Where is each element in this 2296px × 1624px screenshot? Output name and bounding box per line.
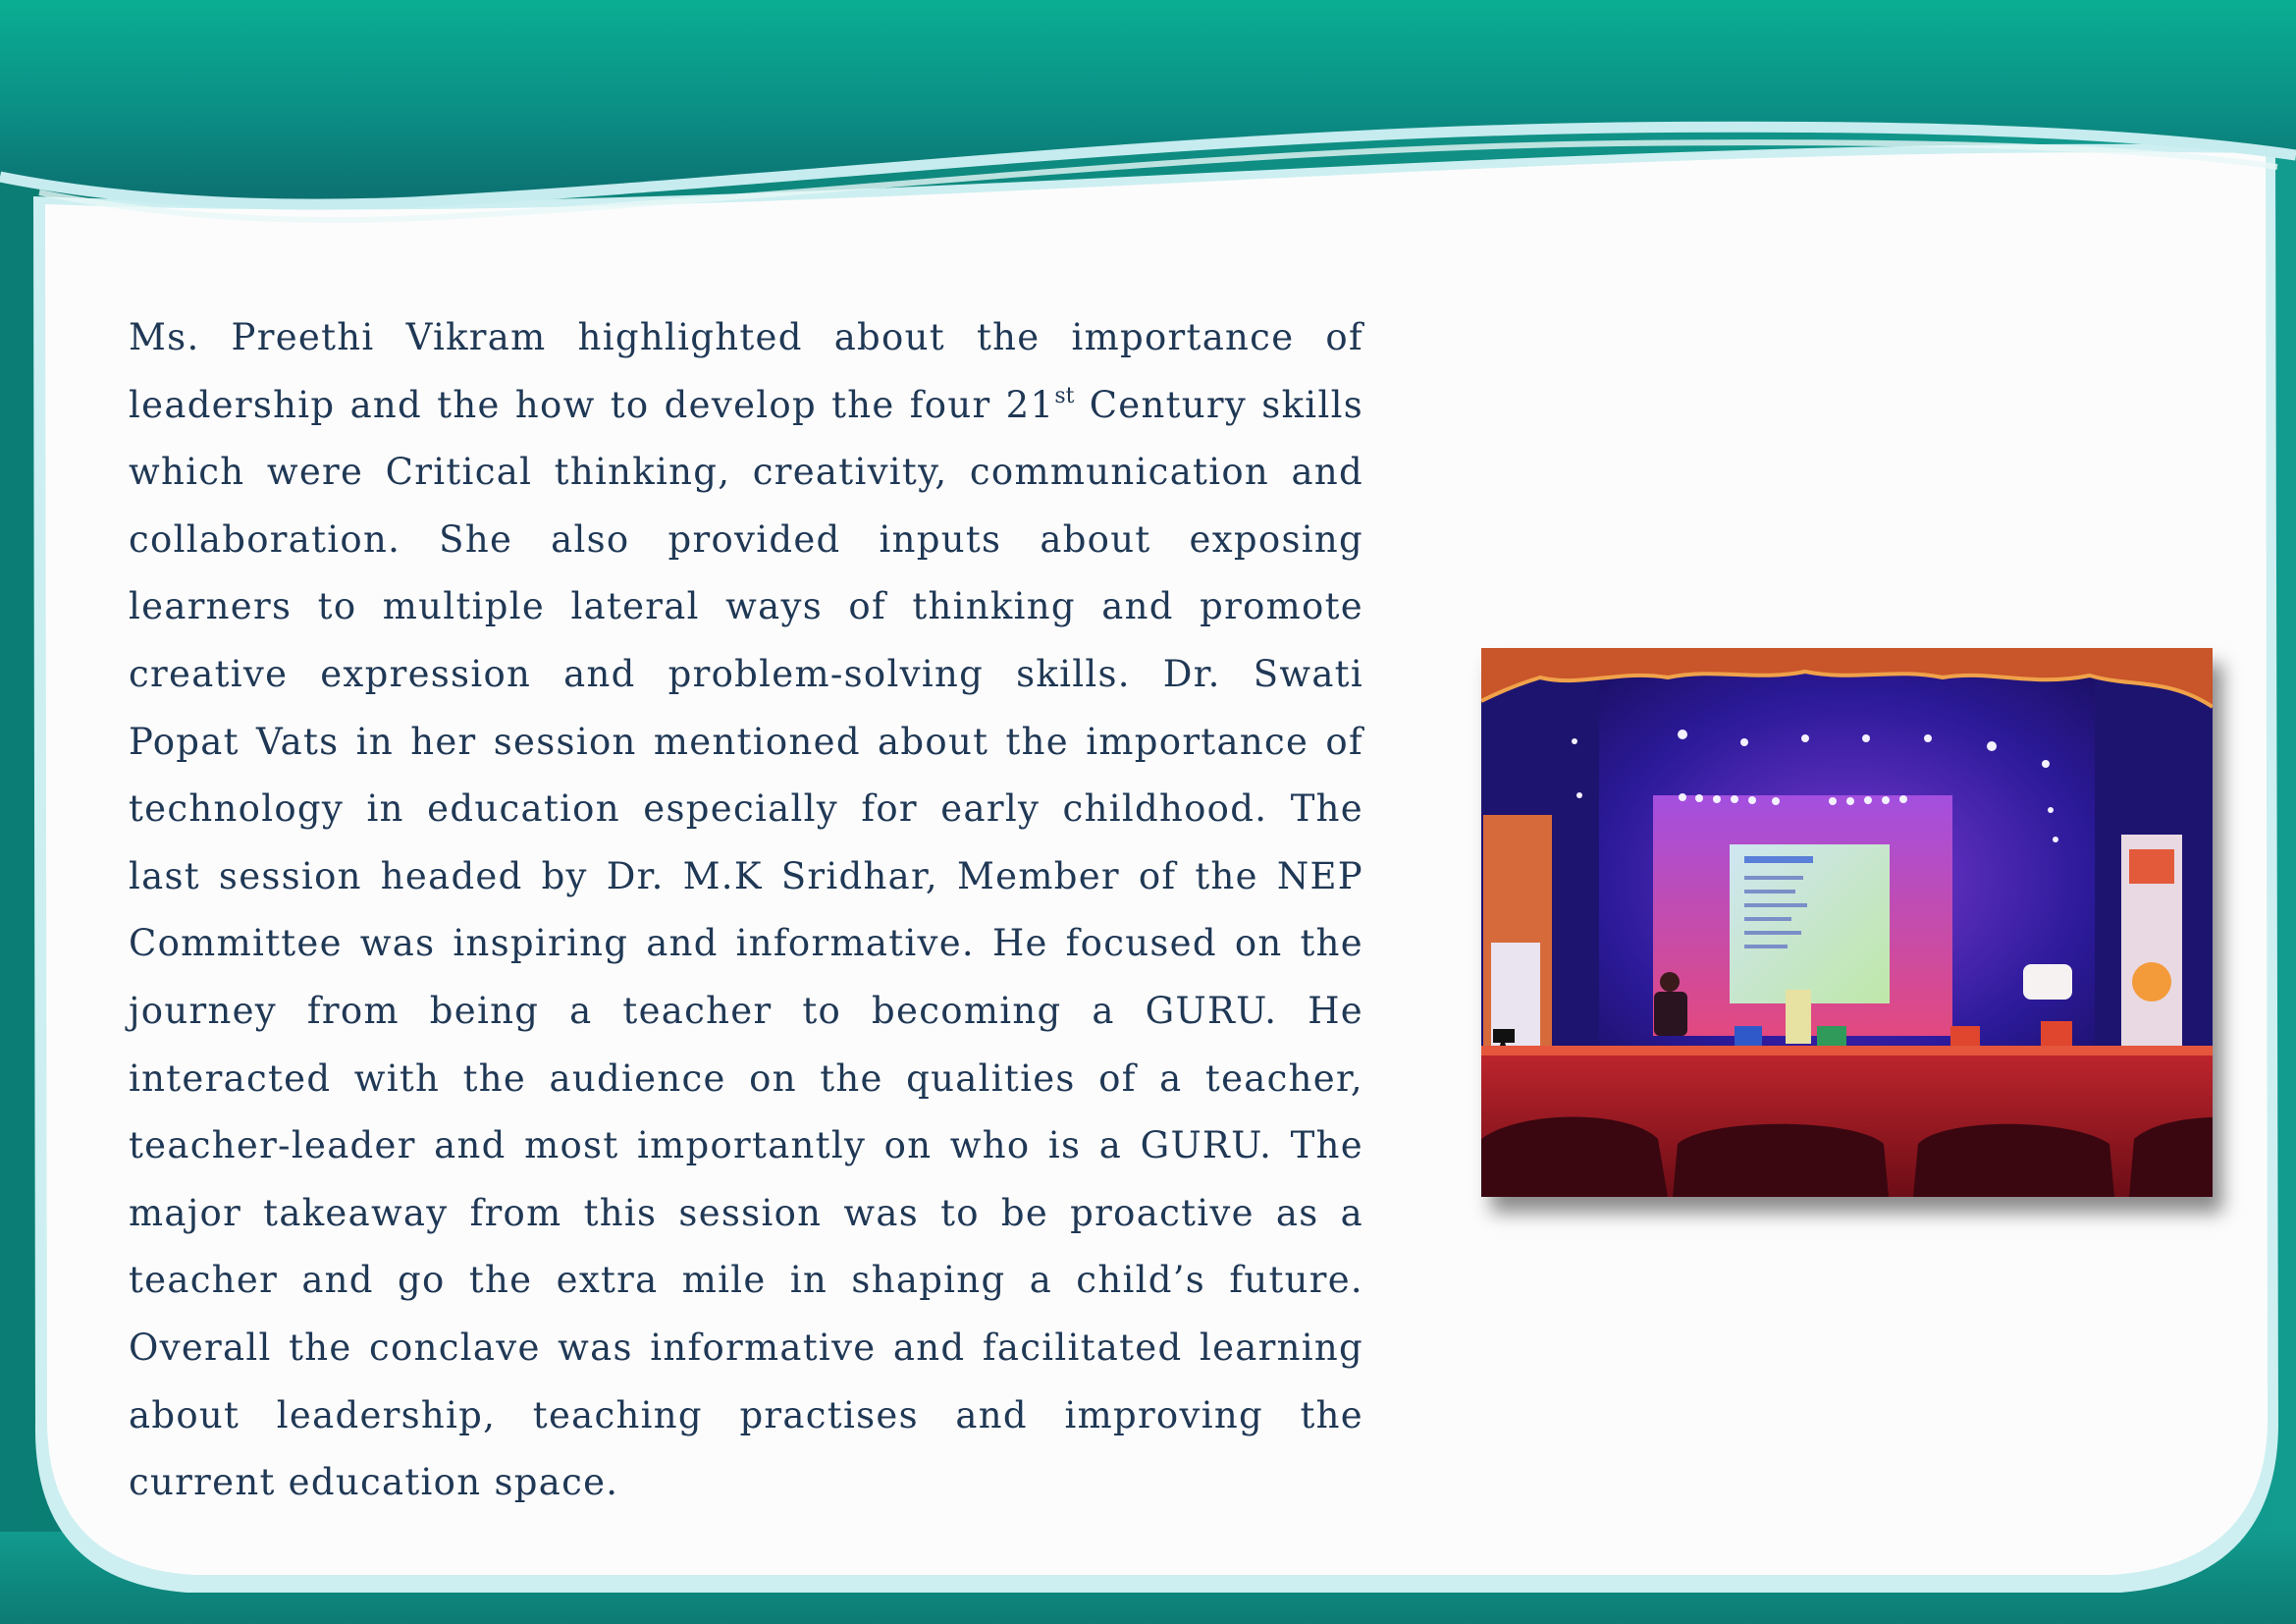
stage-illustration — [1481, 648, 2213, 1197]
banner-right-badge — [2132, 962, 2171, 1001]
slide-line-5 — [1744, 931, 1801, 935]
speaker-head — [1660, 972, 1680, 992]
projection-screen — [1730, 844, 1890, 1003]
speaker-body — [1654, 992, 1687, 1036]
slide-line-1 — [1744, 876, 1803, 880]
event-photo — [1481, 648, 2213, 1197]
slide-title-bar — [1744, 856, 1813, 863]
slide-line-6 — [1744, 945, 1788, 948]
stage-edge — [1481, 1046, 2213, 1056]
slide-line-2 — [1744, 890, 1795, 893]
slide-line-3 — [1744, 903, 1807, 907]
ordinal-superscript: st — [1054, 383, 1075, 408]
article-text — [129, 304, 1363, 1517]
banner-right-header — [2129, 849, 2174, 884]
stage-sign — [2023, 964, 2072, 1000]
camera — [1493, 1029, 1515, 1043]
stool — [1786, 990, 1811, 1044]
article-text-part-1: Ms. Preethi Vikram highlighted about the importance of leadership and the how to develop the four 21 — [129, 316, 1363, 426]
article-text-part-2: Century skills which were Critical thinking, creativity, communication and collaboration. She also provided inputs about exposing learners to multiple lateral ways of thinking and promote creative expression and problem-solving skills. Dr. Swati Popat Vats in her session mentioned about the importance of technology in education especially for early childhood. The last session headed by Dr. M.K Sridhar, Member of the NEP Committee was inspiring and informative. He focused on the journey from being a teacher to becoming a GURU. He interacted with the audience on the qualities of a teacher, teacher-leader and most importantly on who is a GURU. The major takeaway from this session was to be proactive as a teacher and go the extra mile in shaping a child’s future. Overall the conclave was informative and facilitated learning about leadership, teaching practises and improving the current education space. — [129, 383, 1363, 1504]
slide-line-4 — [1744, 917, 1791, 921]
